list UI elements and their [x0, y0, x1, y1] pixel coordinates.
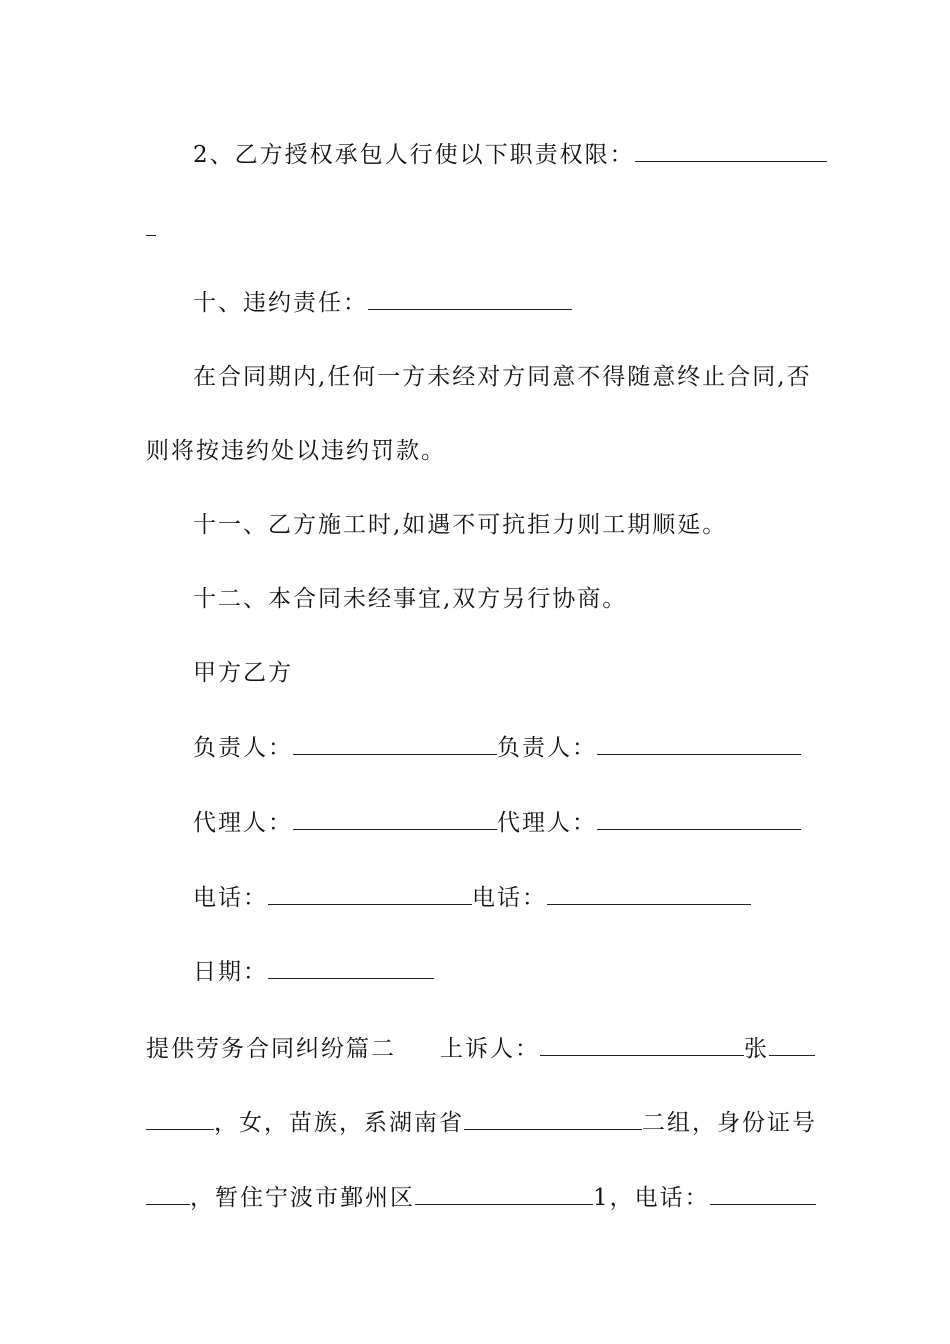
clause-10-text: 十、违约责任：	[193, 290, 368, 316]
blank-field	[146, 1184, 190, 1205]
agent-row	[193, 808, 857, 838]
paragraph-text: ，女，苗族，系湖南省	[214, 1110, 464, 1136]
label: 上诉人：	[440, 1036, 540, 1062]
paragraph-text: 在合同期内,任何一方未经对方同意不得随意终止合同,否	[193, 364, 812, 390]
clause-11	[193, 510, 857, 540]
label: 负责人：	[497, 735, 597, 761]
date-row	[193, 957, 857, 987]
blank-field	[415, 1184, 593, 1205]
blank-field	[547, 884, 751, 905]
paragraph-line	[146, 436, 810, 466]
blank-field	[540, 1035, 744, 1056]
section-title: 提供劳务合同纠纷篇二	[146, 1036, 396, 1062]
continuation-blank	[146, 214, 810, 244]
blank-field	[597, 809, 801, 830]
section-two-heading	[146, 1034, 810, 1064]
paragraph-text: 二组，身份证号	[642, 1110, 817, 1136]
blank-field	[268, 958, 434, 979]
blank-field	[146, 1109, 214, 1130]
label: 电话：	[472, 885, 547, 911]
appellant-surname: 张	[744, 1036, 769, 1062]
label: 代理人：	[193, 810, 293, 836]
paragraph-text: 1，电话：	[593, 1185, 710, 1211]
label: 日期：	[193, 959, 268, 985]
clause-10-title	[193, 288, 857, 318]
responsible-person-row	[193, 733, 857, 763]
blank-field	[597, 734, 801, 755]
parties-text: 甲方乙方	[193, 660, 293, 686]
clause-2-text: 2、乙方授权承包人行使以下职责权限：	[193, 142, 635, 168]
label: 电话：	[193, 885, 268, 911]
appellant-info-row	[146, 1108, 817, 1138]
blank-field	[368, 289, 572, 310]
blank-field	[464, 1109, 642, 1130]
parties-heading	[193, 658, 857, 688]
paragraph-text: ，暂住宁波市鄞州区	[190, 1185, 415, 1211]
phone-row	[193, 883, 857, 913]
label: 负责人：	[193, 735, 293, 761]
appellant-address-row	[146, 1183, 810, 1213]
blank-field	[268, 884, 472, 905]
clause-11-text: 十一、乙方施工时,如遇不可抗拒力则工期顺延。	[193, 512, 728, 538]
paragraph-line	[193, 362, 857, 392]
blank-field	[293, 809, 497, 830]
blank-field	[710, 1184, 816, 1205]
clause-2-authority	[193, 140, 857, 170]
paragraph-text: 则将按违约处以违约罚款。	[146, 438, 446, 464]
blank-field	[293, 734, 497, 755]
blank-field	[769, 1035, 815, 1056]
label: 代理人：	[497, 810, 597, 836]
clause-12-text: 十二、本合同未经事宜,双方另行协商。	[193, 586, 628, 612]
blank-field	[146, 215, 156, 236]
blank-field	[635, 141, 827, 162]
clause-12	[193, 584, 857, 614]
